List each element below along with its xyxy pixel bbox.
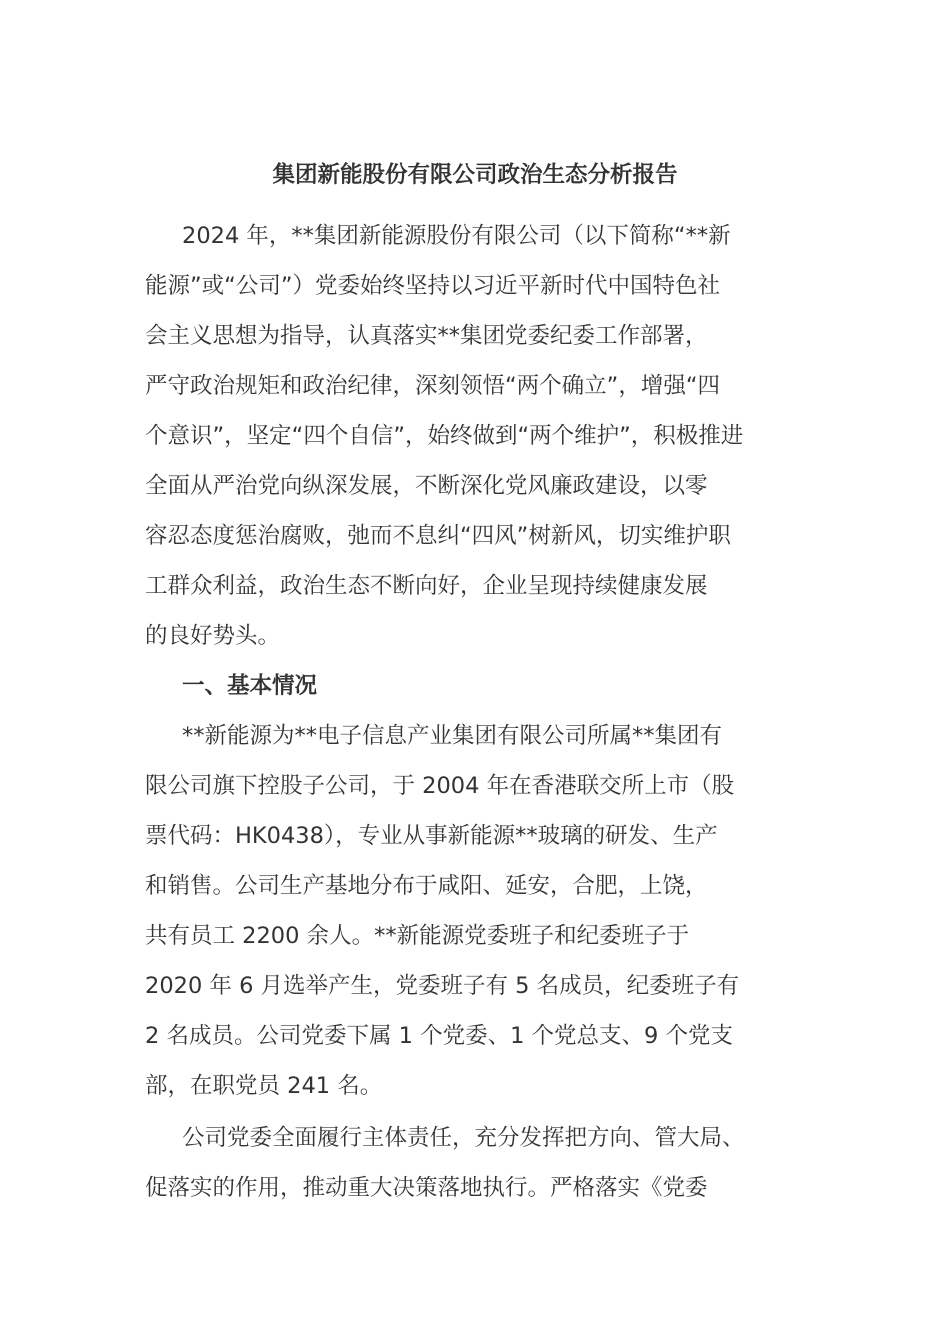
paragraph-line: 会主义思想为指导，认真落实**集团党委纪委工作部署， — [145, 323, 708, 349]
paragraph-line: 和销售。公司生产基地分布于咸阳、延安，合肥，上饶， — [145, 873, 708, 899]
paragraph-line: 2020 年 6 月选举产生，党委班子有 5 名成员，纪委班子有 — [145, 973, 740, 999]
paragraph-line: 个意识”，坚定“四个自信”，始终做到“两个维护”，积极推进 — [145, 423, 744, 449]
paragraph-line: 的良好势头。 — [145, 623, 281, 649]
paragraph-line: 部，在职党员 241 名。 — [145, 1073, 383, 1099]
paragraph-line: 促落实的作用，推动重大决策落地执行。严格落实《党委 — [145, 1175, 708, 1201]
paragraph-line: 工群众利益，政治生态不断向好，企业呈现持续健康发展 — [145, 573, 708, 599]
paragraph-line: 严守政治规矩和政治纪律，深刻领悟“两个确立”，增强“四 — [145, 373, 720, 399]
paragraph-line: 共有员工 2200 余人。**新能源党委班子和纪委班子于 — [145, 923, 690, 949]
paragraph-line: 能源”或“公司”）党委始终坚持以习近平新时代中国特色社 — [145, 273, 720, 299]
paragraph-line: 限公司旗下控股子公司，于 2004 年在香港联交所上市（股 — [145, 773, 735, 799]
paragraph-line: 2 名成员。公司党委下属 1 个党委、1 个党总支、9 个党支 — [145, 1023, 734, 1049]
paragraph-line: 容忍态度惩治腐败，弛而不息纠“四风”树新风，切实维护职 — [145, 523, 731, 549]
paragraph-line: 公司党委全面履行主体责任，充分发挥把方向、管大局、 — [182, 1125, 745, 1151]
paragraph-line: 全面从严治党向纵深发展，不断深化党风廉政建设，以零 — [145, 473, 708, 499]
paragraph-line: **新能源为**电子信息产业集团有限公司所属**集团有 — [182, 723, 723, 749]
section-heading: 一、基本情况 — [182, 673, 318, 699]
paragraph-line: 2024 年，**集团新能源股份有限公司（以下简称“**新 — [182, 223, 731, 249]
paragraph-line: 票代码：HK0438），专业从事新能源**玻璃的研发、生产 — [145, 823, 718, 849]
document-title: 集团新能股份有限公司政治生态分析报告 — [272, 162, 678, 188]
